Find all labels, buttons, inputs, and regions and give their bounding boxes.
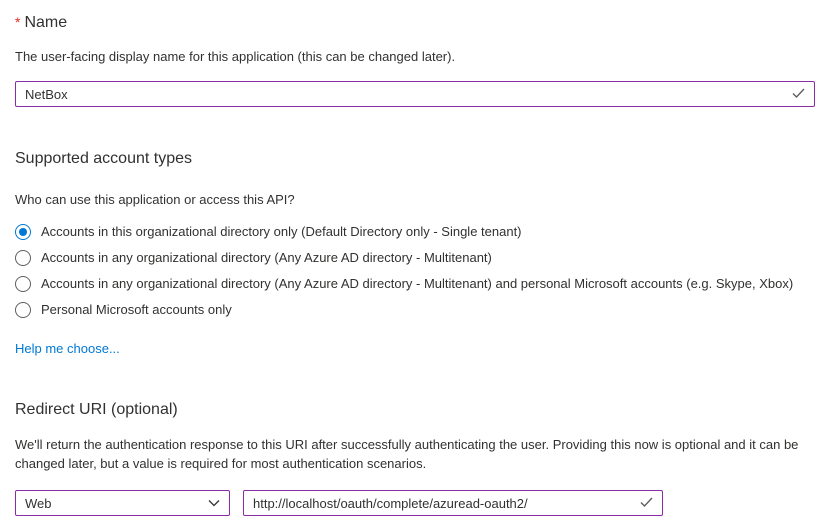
platform-select-value: Web	[25, 495, 52, 511]
redirect-uri-description: We'll return the authentication response to this URI after successfully authenticating the user. Providing this now is optional and it can be changed later, but a value is required for most authentication scenarios.	[15, 437, 799, 471]
platform-select[interactable]	[15, 490, 230, 516]
chevron-down-icon	[208, 499, 220, 507]
name-input-wrap	[15, 81, 815, 107]
redirect-uri-section	[15, 400, 815, 516]
help-me-choose-link[interactable]: Help me choose...	[15, 341, 120, 356]
radio-button[interactable]	[15, 276, 31, 292]
name-heading-label: Name	[24, 14, 68, 31]
radio-option-label: Accounts in this organizational directory only (Default Directory only - Single tenant)	[41, 224, 522, 239]
name-section-heading	[15, 12, 815, 33]
radio-option-personal-only[interactable]	[15, 297, 815, 323]
radio-button[interactable]	[15, 250, 31, 266]
name-section	[15, 12, 815, 107]
redirect-uri-input[interactable]	[243, 490, 663, 516]
account-types-section	[15, 149, 815, 358]
radio-button[interactable]	[15, 302, 31, 318]
account-type-radio-group	[15, 219, 815, 323]
required-asterisk: *	[15, 14, 21, 30]
name-input[interactable]	[15, 81, 815, 107]
radio-option-label: Accounts in any organizational directory (Any Azure AD directory - Multitenant) and personal Microsoft accounts (e.g. Skype, Xbox)	[41, 276, 794, 291]
radio-option-label: Accounts in any organizational directory (Any Azure AD directory - Multitenant)	[41, 250, 492, 265]
radio-option-multitenant[interactable]	[15, 245, 815, 271]
radio-option-single-tenant[interactable]	[15, 219, 815, 245]
account-types-question: Who can use this application or access this API?	[15, 192, 295, 207]
redirect-uri-heading: Redirect URI (optional)	[15, 401, 178, 418]
radio-button-selected[interactable]	[15, 224, 31, 240]
radio-option-label: Personal Microsoft accounts only	[41, 302, 232, 317]
radio-option-multitenant-personal[interactable]	[15, 271, 815, 297]
redirect-uri-input-wrap	[243, 490, 663, 516]
account-types-heading: Supported account types	[15, 150, 193, 167]
name-description: The user-facing display name for this application (this can be changed later).	[15, 49, 456, 64]
redirect-uri-row	[15, 490, 815, 516]
radio-dot	[19, 228, 27, 236]
